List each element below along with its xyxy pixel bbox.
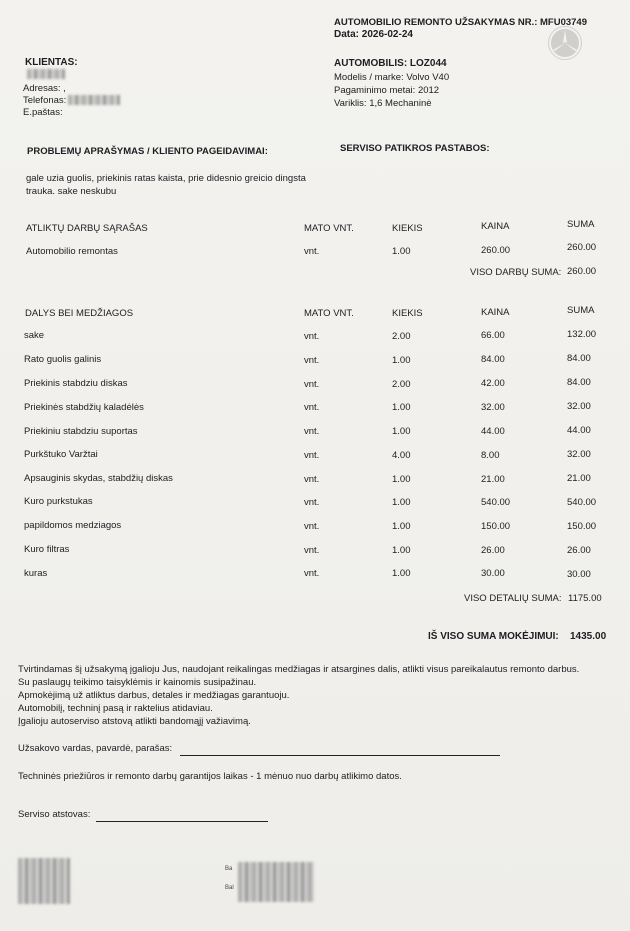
parts-row-unit: vnt. (304, 568, 320, 579)
work-header-sum: SUMA (567, 219, 595, 230)
work-header-price: KAINA (481, 221, 510, 232)
parts-row-qty: 1.00 (392, 545, 411, 556)
service-rep-label: Serviso atstovas: (18, 809, 91, 820)
parts-row-unit: vnt. (304, 426, 320, 437)
problems-text-line-1: gale uzia guolis, priekinis ratas kaista, prie didesnio greicio dingsta (26, 173, 306, 184)
parts-row-qty: 1.00 (392, 568, 411, 579)
inspection-heading: SERVISO PATIKROS PASTABOS: (340, 143, 490, 154)
parts-row-qty: 2.00 (392, 379, 411, 390)
vehicle-model: Modelis / marke: Volvo V40 (334, 72, 450, 83)
order-date: Data: 2026-02-24 (334, 29, 413, 40)
problems-heading: PROBLEMŲ APRAŠYMAS / KLIENTO PAGEIDAVIMAI: (27, 146, 268, 157)
vehicle-year: Pagaminimo metai: 2012 (334, 85, 440, 96)
parts-row-qty: 1.00 (392, 497, 411, 508)
parts-row-name: sake (24, 330, 45, 341)
parts-row-name: Kuro filtras (24, 544, 70, 555)
work-row-unit: vnt. (304, 246, 320, 257)
parts-row-price: 26.00 (481, 545, 505, 556)
parts-row-sum: 30.00 (567, 569, 591, 580)
parts-row-qty: 1.00 (392, 474, 411, 485)
client-heading: KLIENTAS: (25, 57, 78, 68)
parts-row-unit: vnt. (304, 521, 320, 532)
work-total-label: VISO DARBŲ SUMA: (470, 267, 562, 278)
parts-row-name: Priekinis stabdziu diskas (24, 378, 128, 389)
parts-total-label: VISO DETALIŲ SUMA: (464, 593, 562, 604)
parts-header-unit: MATO VNT. (304, 308, 354, 319)
redacted-footer-left (18, 858, 70, 904)
parts-row-sum: 132.00 (567, 329, 597, 340)
footer-stub-2: Bal (225, 885, 234, 891)
parts-row-price: 150.00 (481, 521, 511, 532)
work-row-name: Automobilio remontas (26, 246, 118, 257)
terms-line-1: Tvirtindamas šį užsakymą įgalioju Jus, naudojant reikalingas medžiagas ir atsargines dalis, atlikti visus pareikalautus remonto darbus. (18, 664, 580, 675)
footer-stub-1: Ba (225, 866, 233, 872)
parts-row-sum: 32.00 (567, 401, 591, 412)
parts-row-price: 42.00 (481, 378, 505, 389)
parts-row-price: 8.00 (481, 450, 500, 461)
parts-row-price: 32.00 (481, 402, 505, 413)
vehicle-plate: AUTOMOBILIS: LOZ044 (334, 58, 447, 69)
parts-row-unit: vnt. (304, 545, 320, 556)
work-header-qty: KIEKIS (392, 223, 423, 234)
grand-total-value: 1435.00 (570, 631, 607, 642)
parts-row-sum: 150.00 (567, 521, 597, 532)
parts-row-unit: vnt. (304, 379, 320, 390)
parts-row-qty: 4.00 (392, 450, 411, 461)
star-logo-icon (548, 26, 582, 60)
client-phone: Telefonas: (23, 95, 67, 106)
parts-row-sum: 84.00 (567, 377, 591, 388)
parts-row-name: Apsauginis skydas, stabdžių diskas (24, 473, 173, 484)
parts-row-qty: 2.00 (392, 331, 411, 342)
parts-row-name: Priekiniu stabdziu suportas (24, 426, 138, 437)
parts-row-name: Priekinės stabdžių kaladėlės (24, 402, 144, 413)
parts-header-qty: KIEKIS (392, 308, 423, 319)
parts-total-value: 1175.00 (568, 593, 602, 604)
parts-row-sum: 32.00 (567, 449, 591, 460)
grand-total-label: IŠ VISO SUMA MOKĖJIMUI: (428, 631, 559, 642)
redacted-phone (68, 95, 120, 105)
order-title: AUTOMOBILIO REMONTO UŽSAKYMAS NR.: MFU03749 (334, 17, 588, 28)
parts-row-price: 84.00 (481, 354, 505, 365)
redacted-footer-right (238, 862, 314, 902)
parts-row-sum: 44.00 (567, 425, 591, 436)
parts-row-price: 540.00 (481, 497, 511, 508)
parts-row-name: Purkštuko Varžtai (24, 449, 98, 460)
parts-header-name: DALYS BEI MEDŽIAGOS (25, 308, 134, 319)
parts-row-name: papildomos medziagos (24, 520, 122, 531)
work-row-sum: 260.00 (567, 242, 597, 253)
parts-row-price: 66.00 (481, 330, 505, 341)
terms-line-2: Su paslaugų teikimo taisyklėmis ir kainomis susipažinau. (18, 677, 257, 688)
parts-row-unit: vnt. (304, 331, 320, 342)
customer-signature-line (180, 755, 500, 756)
service-rep-signature-line (96, 821, 268, 822)
terms-line-4: Automobilį, techninį pasą ir raktelius atidaviau. (18, 703, 213, 714)
terms-line-3: Apmokėjimą už atliktus darbus, detales ir medžiagas garantuoju. (18, 690, 290, 701)
parts-header-sum: SUMA (567, 305, 595, 316)
parts-row-sum: 84.00 (567, 353, 591, 364)
work-header-name: ATLIKTŲ DARBŲ SĄRAŠAS (26, 223, 148, 234)
parts-row-sum: 540.00 (567, 497, 597, 508)
parts-row-qty: 1.00 (392, 355, 411, 366)
client-email: E.paštas: (23, 107, 63, 118)
parts-row-name: Kuro purkstukas (24, 496, 93, 507)
redacted-client-name (27, 69, 65, 79)
warranty-text: Techninės priežiūros ir remonto darbų garantijos laikas - 1 mėnuo nuo darbų atlikimo datos. (18, 771, 402, 782)
vehicle-engine: Variklis: 1,6 Mechaninė (334, 98, 432, 109)
problems-text-line-2: trauka. sake neskubu (26, 186, 117, 197)
parts-row-name: kuras (24, 568, 48, 579)
work-header-unit: MATO VNT. (304, 223, 354, 234)
parts-row-unit: vnt. (304, 497, 320, 508)
parts-row-unit: vnt. (304, 402, 320, 413)
parts-row-unit: vnt. (304, 355, 320, 366)
parts-row-price: 30.00 (481, 568, 505, 579)
terms-line-5: Įgalioju autoserviso atstovą atlikti bandomąjį važiavimą. (18, 716, 251, 727)
parts-row-sum: 26.00 (567, 545, 591, 556)
client-address: Adresas: , (23, 83, 66, 94)
parts-row-qty: 1.00 (392, 521, 411, 532)
parts-row-unit: vnt. (304, 450, 320, 461)
parts-row-qty: 1.00 (392, 426, 411, 437)
parts-header-price: KAINA (481, 307, 510, 318)
parts-row-price: 21.00 (481, 474, 505, 485)
parts-row-qty: 1.00 (392, 402, 411, 413)
work-row-price: 260.00 (481, 245, 511, 256)
parts-row-unit: vnt. (304, 474, 320, 485)
customer-signature-label: Užsakovo vardas, pavardė, parašas: (18, 743, 173, 754)
work-row-qty: 1.00 (392, 246, 411, 257)
parts-row-price: 44.00 (481, 426, 505, 437)
parts-row-sum: 21.00 (567, 473, 591, 484)
parts-row-name: Rato guolis galinis (24, 354, 102, 365)
work-total-value: 260.00 (567, 266, 597, 277)
